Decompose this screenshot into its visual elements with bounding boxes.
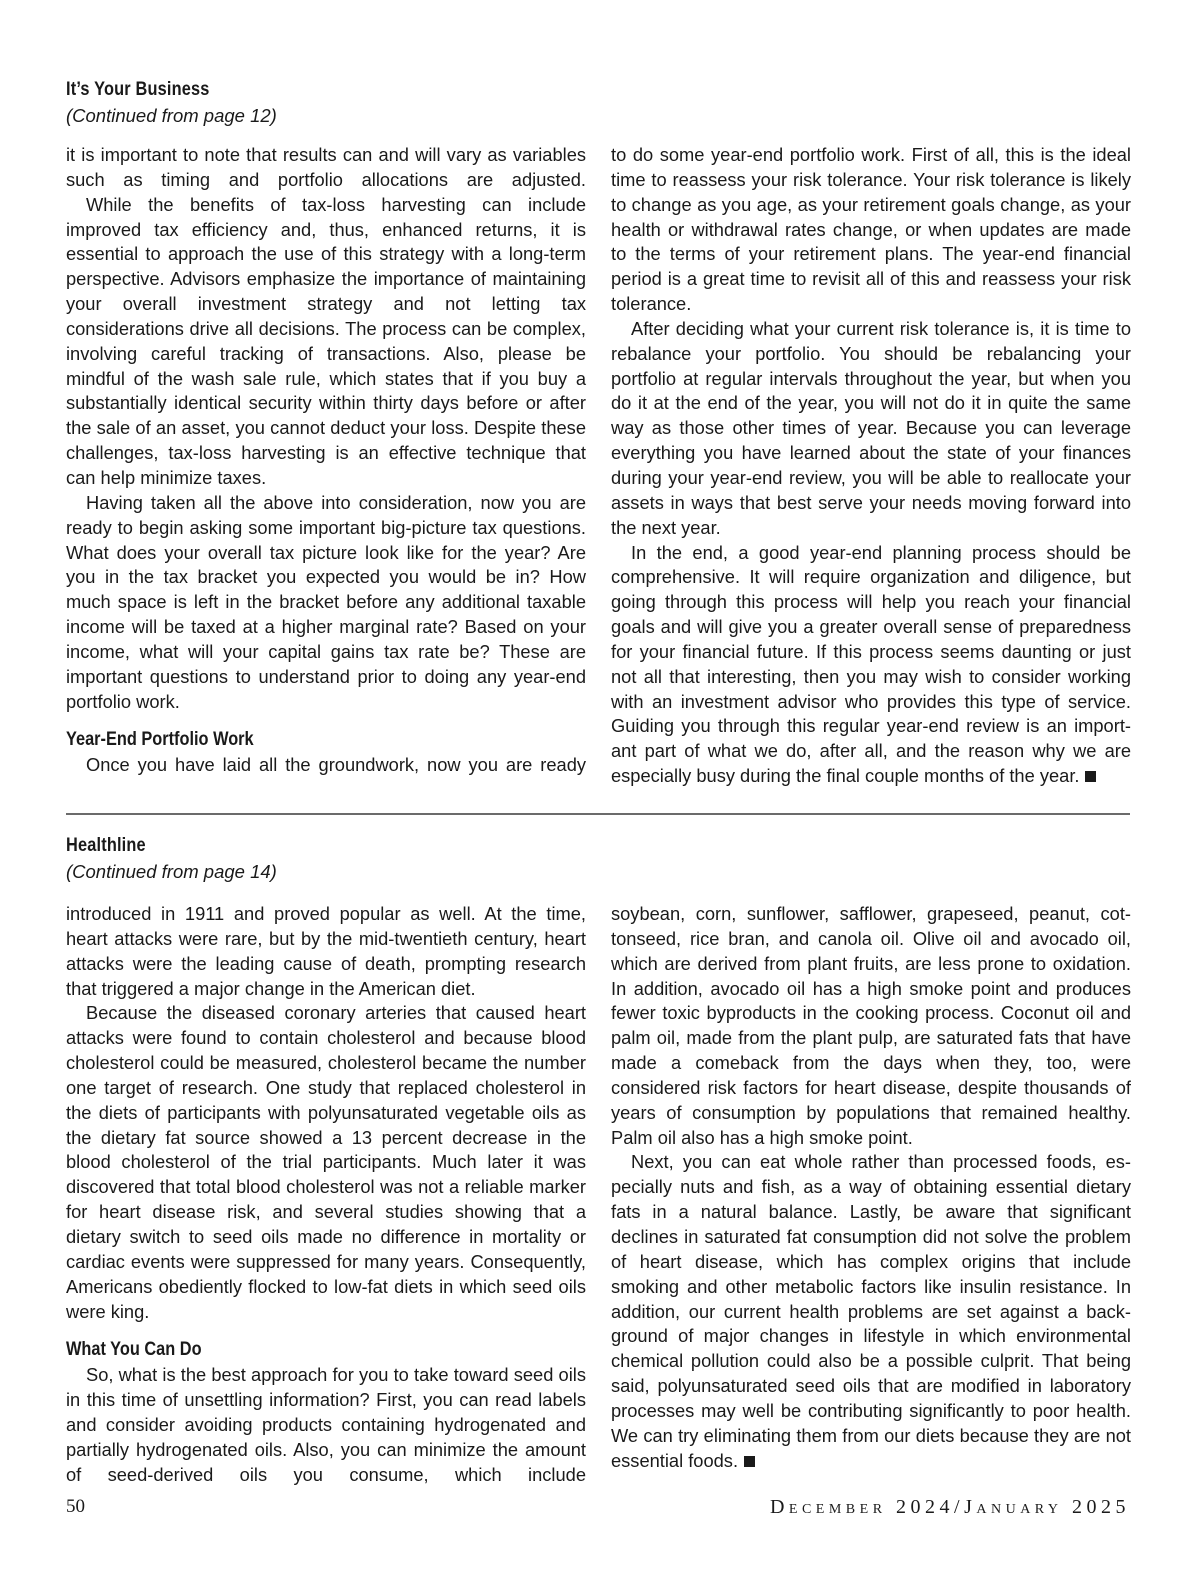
subheading-what-you-can-do: What You Can Do: [66, 1339, 202, 1361]
paragraph: [611, 541, 1131, 789]
end-square-icon: [744, 1456, 755, 1467]
article1-right-column: [611, 143, 1131, 789]
paragraph: So, what is the best approach for you to take toward seed oils in this time of unsettling information? First, you can read labels and consider avoiding products containing hydrogenated and partially hydrogenated oils. Also, you can minimize the amount of seed-derived oils you consume, which include: [66, 1364, 586, 1485]
article1-left-column: [66, 143, 586, 778]
paragraph: While the benefits of tax-loss harvesting can include improved tax efficiency and, thus, enhanced returns, it is essential to approach the use of this strategy with a long-term perspective. Advisors emphasize the importance of maintaining your overall investment strategy and not letting tax considerations drive all decisions. The process can be complex, involving careful tracking of transactions. Also, please be mindful of the wash sale rule, which states that if you buy a substantially identical security within thirty days before or after the sale of an asset, you cannot deduct your loss. Despite these challenges, tax-loss harvesting is an effective technique that can help minimize taxes.: [66, 193, 586, 488]
subheading-year-end-portfolio-work: Year-End Portfolio Work: [66, 729, 254, 751]
article2-left-column: [66, 902, 586, 1487]
continued-note: (Continued from page 14): [66, 861, 277, 882]
paragraph: Once you have laid all the groundwork, now you are ready: [86, 754, 586, 776]
paragraph: it is important to note that results can and will vary as variables such as timing and portfolio allocations are adjusted.: [66, 144, 586, 190]
page-number: 50: [66, 1496, 85, 1517]
issue-date: December 2024/January 2025: [769, 1496, 1130, 1518]
paragraph-text: In the end, a good year-end planning process should be comprehensive. It will require organization and diligence, but going through this process will help you reach your financial goals and will give you a greater overall sense of preparedness for your financial future. If this process seems daunting or just not all that interesting, then you may wish to consider working with an investment advisor who provides this type of service. Guiding you through this regular year-end review is an important part of what we do, after all, and the reason why we are especially busy during the final couple months of the year.: [611, 541, 1131, 787]
paragraph: After deciding what your current risk tolerance is, it is time to rebalance your portfolio. You should be rebalancing your portfolio at regular intervals throughout the year, but when you do it at the end of the year, you will not do it in quite the same way as those other times of year. Because you can leverage everything you have learned about the state of your finances during your year-end review, you will be able to reallocate your assets in ways that best serve your needs moving forward into the next year.: [611, 317, 1131, 538]
paragraph: introduced in 1911 and proved popular as well. At the time, heart attacks were rare, but by the mid-twentieth century, heart attacks were the leading cause of death, prompting research that triggered a major change in the American diet.: [66, 903, 586, 999]
section-divider: [66, 813, 1130, 815]
article-title-its-your-business: It’s Your Business: [66, 79, 210, 100]
paragraph: to do some year-end portfolio work. First of all, this is the ideal time to reassess your risk tolerance. Your risk tolerance is likely to change as you age, as your retirement goals change, as your health or withdrawal rates change, or when updates are made to the terms of your retirement plans. The year-end financial period is a great time to revisit all of this and reassess your risk tolerance.: [611, 144, 1131, 315]
paragraph: soybean, corn, sunflower, safflower, grapeseed, peanut, cottonseed, rice bran, and canola oil. Olive oil and avocado oil, which are derived from plant fruits, are less prone to oxidation. In addition, avocado oil has a high smoke point and produces fewer toxic byproducts in the cooking process. Coconut oil and palm oil, made from the plant pulp, are saturated fats that have made a comeback from the days when they, too, were considered risk factors for heart disease, despite thousands of years of consumption by populations that remained healthy. Palm oil also has a high smoke point.: [611, 903, 1131, 1148]
paragraph: [611, 1150, 1131, 1473]
paragraph: Having taken all the above into consideration, now you are ready to begin asking some important big-picture tax questions. What does your overall tax picture look like for the year? Are you in the tax bracket you expected you would be in? How much space is left in the bracket before any additional taxable income will be taxed at a higher marginal rate? Based on your income, what will your capital gains tax rate be? These are important questions to understand prior to doing any year-end portfolio work.: [66, 491, 586, 712]
article-title-healthline: Healthline: [66, 835, 146, 856]
paragraph: Because the diseased coronary arteries that caused heart attacks were found to contain cholesterol and because blood cholesterol could be measured, cholesterol became the number one target of research. One study that replaced cholesterol in the diets of participants with polyunsaturated vegetable oils as the dietary fat source showed a 13 percent decrease in the blood cholesterol of the trial participants. Much later it was discovered that total blood cholesterol was not a reliable marker for heart disease risk, and several studies showing that a dietary switch to seed oils made no difference in mortality or cardiac events were suppressed for many years. Consequently, Americans obediently flocked to low-fat diets in which seed oils were king.: [66, 1002, 586, 1322]
continued-note: (Continued from page 12): [66, 105, 277, 126]
article2-right-column: [611, 902, 1131, 1473]
end-square-icon: [1085, 771, 1096, 782]
paragraph-text: Next, you can eat whole rather than processed foods, especially nuts and fish, as a way of obtaining essential dietary fats in a natural balance. Lastly, be aware that significant declines in saturated fat consumption did not solve the problem of heart disease, which has complex origins that include smoking and other metabolic factors like insulin resistance. In addition, our current health problems are set against a background of major changes in lifestyle in which environmental chemical pollution could also be a possible culprit. That being said, polyunsaturated seed oils that are modified in laboratory processes may well be contributing significantly to poor health. We can try eliminating them from our diets because they are not essential foods.: [611, 1151, 1131, 1471]
